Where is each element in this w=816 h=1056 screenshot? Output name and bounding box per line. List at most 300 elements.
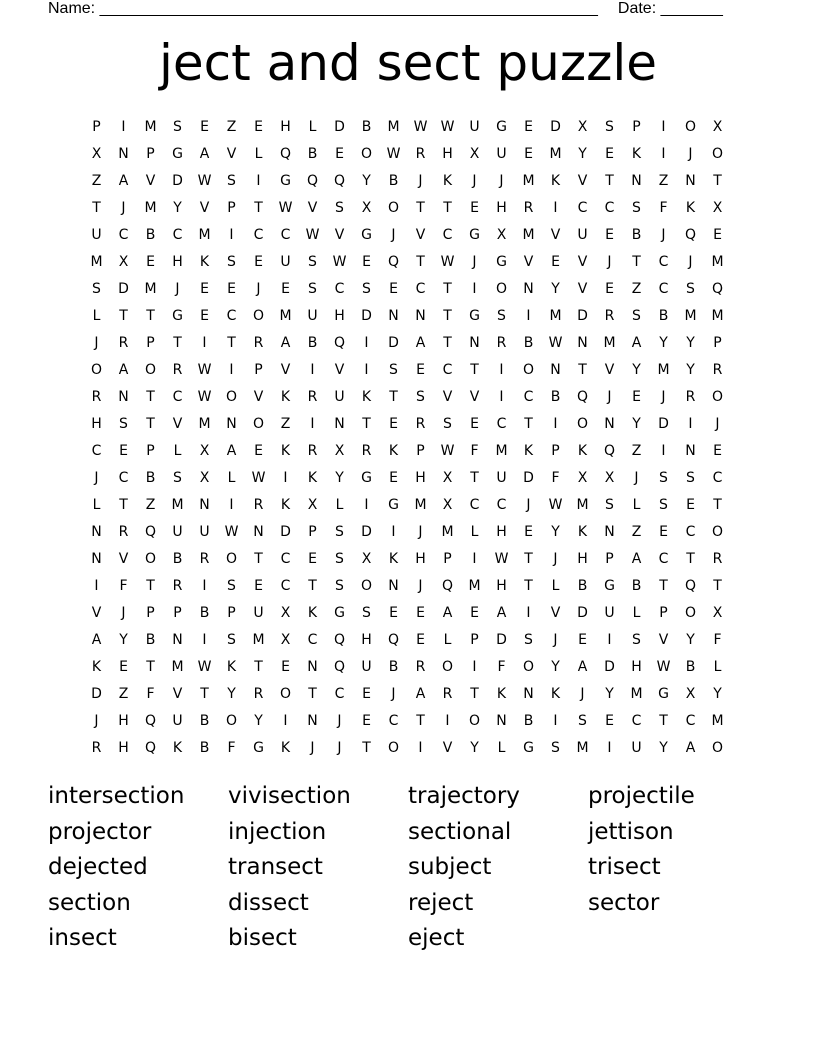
grid-letter: G xyxy=(523,740,534,756)
grid-letter: B xyxy=(199,713,210,729)
grid-letter: Q xyxy=(279,146,292,162)
grid-letter: F xyxy=(497,659,506,675)
grid-letter: S xyxy=(335,524,344,540)
grid-letter: T xyxy=(146,389,155,405)
grid-letter: C xyxy=(469,497,480,513)
grid-letter: F xyxy=(551,470,560,486)
grid-letter: B xyxy=(523,713,534,729)
grid-letter: F xyxy=(227,740,236,756)
grid-letter: A xyxy=(496,605,507,621)
grid-letter: T xyxy=(605,173,614,189)
grid-letter: T xyxy=(524,551,533,567)
grid-letter: O xyxy=(360,146,373,162)
grid-letter: D xyxy=(523,470,534,486)
grid-letter: M xyxy=(90,254,103,270)
grid-letter: D xyxy=(172,173,183,189)
grid-letter: H xyxy=(172,254,183,270)
grid-letter: B xyxy=(145,632,156,648)
grid-letter: S xyxy=(92,281,101,297)
grid-letter: L xyxy=(254,146,263,162)
grid-letter: I xyxy=(607,740,612,756)
grid-letter: N xyxy=(550,362,561,378)
grid-letter: V xyxy=(280,362,291,378)
grid-letter: S xyxy=(362,281,371,297)
grid-letter: J xyxy=(391,227,396,243)
grid-letter: V xyxy=(442,389,453,405)
grid-letter: X xyxy=(712,119,723,135)
grid-letter: M xyxy=(144,119,157,135)
name-field-label: Name: ________________________________________________________ xyxy=(48,0,598,17)
grid-letter: T xyxy=(254,659,263,675)
grid-letter: R xyxy=(523,200,534,216)
grid-letter: I xyxy=(553,416,558,432)
grid-letter: M xyxy=(414,497,427,513)
grid-letter: X xyxy=(307,497,318,513)
grid-letter: J xyxy=(121,605,126,621)
grid-letter: I xyxy=(364,362,369,378)
grid-letter: J xyxy=(418,524,423,540)
grid-letter: P xyxy=(92,119,101,135)
grid-letter: E xyxy=(254,254,263,270)
grid-letter: N xyxy=(226,416,237,432)
grid-row xyxy=(83,735,733,762)
grid-letter: I xyxy=(499,362,504,378)
grid-letter: X xyxy=(334,443,345,459)
grid-letter: M xyxy=(198,416,211,432)
grid-letter: E xyxy=(470,416,479,432)
grid-letter: I xyxy=(499,389,504,405)
grid-letter: J xyxy=(607,389,612,405)
grid-row xyxy=(83,195,733,222)
grid-letter: Q xyxy=(576,389,589,405)
grid-letter: V xyxy=(604,362,615,378)
word-list-item: insect xyxy=(48,925,117,951)
grid-letter: G xyxy=(469,308,480,324)
grid-letter: B xyxy=(361,119,372,135)
grid-letter: C xyxy=(226,308,237,324)
grid-letter: M xyxy=(576,740,589,756)
grid-letter: C xyxy=(307,632,318,648)
grid-letter: Q xyxy=(333,173,346,189)
grid-letter: S xyxy=(416,389,425,405)
grid-letter: R xyxy=(415,416,426,432)
grid-letter: S xyxy=(497,308,506,324)
grid-letter: N xyxy=(415,308,426,324)
grid-letter: C xyxy=(685,524,696,540)
grid-letter: V xyxy=(550,605,561,621)
grid-letter: H xyxy=(415,470,426,486)
grid-letter: B xyxy=(388,173,399,189)
grid-letter: S xyxy=(686,470,695,486)
grid-letter: M xyxy=(603,335,616,351)
grid-letter: P xyxy=(146,335,155,351)
grid-letter: E xyxy=(200,308,209,324)
grid-letter: R xyxy=(496,335,507,351)
grid-letter: O xyxy=(522,362,535,378)
grid-letter: I xyxy=(94,578,99,594)
grid-letter: T xyxy=(146,416,155,432)
grid-letter: B xyxy=(145,470,156,486)
grid-row xyxy=(83,276,733,303)
grid-letter: T xyxy=(416,713,425,729)
grid-row xyxy=(83,519,733,546)
grid-letter: M xyxy=(711,308,724,324)
grid-letter: T xyxy=(416,254,425,270)
grid-letter: V xyxy=(658,632,669,648)
grid-letter: M xyxy=(171,659,184,675)
grid-letter: U xyxy=(604,605,615,621)
grid-letter: K xyxy=(523,443,534,459)
grid-letter: L xyxy=(335,497,344,513)
grid-letter: F xyxy=(470,443,479,459)
grid-letter: J xyxy=(175,281,180,297)
grid-letter: J xyxy=(391,686,396,702)
grid-letter: K xyxy=(307,470,318,486)
grid-letter: V xyxy=(577,281,588,297)
grid-letter: O xyxy=(711,389,724,405)
grid-letter: B xyxy=(577,578,588,594)
grid-letter: T xyxy=(362,416,371,432)
grid-letter: E xyxy=(308,551,317,567)
grid-letter: Z xyxy=(658,173,669,189)
grid-letter: Z xyxy=(631,281,642,297)
grid-letter: E xyxy=(281,659,290,675)
grid-letter: I xyxy=(553,200,558,216)
grid-letter: T xyxy=(686,551,695,567)
grid-letter: V xyxy=(307,200,318,216)
word-list-item: projectile xyxy=(588,783,695,809)
grid-letter: B xyxy=(631,578,642,594)
grid-letter: Y xyxy=(551,281,560,297)
grid-letter: T xyxy=(308,578,317,594)
word-list-item: subject xyxy=(408,854,492,880)
grid-letter: H xyxy=(91,416,102,432)
grid-letter: T xyxy=(659,578,668,594)
grid-letter: R xyxy=(199,551,210,567)
grid-letter: V xyxy=(577,254,588,270)
grid-letter: Q xyxy=(684,578,697,594)
grid-letter: N xyxy=(496,713,507,729)
grid-letter: V xyxy=(118,551,129,567)
grid-letter: T xyxy=(443,308,452,324)
grid-letter: B xyxy=(145,227,156,243)
grid-letter: E xyxy=(200,281,209,297)
word-list-item: transect xyxy=(228,854,323,880)
grid-letter: O xyxy=(225,551,238,567)
grid-letter: P xyxy=(227,605,236,621)
grid-letter: U xyxy=(172,524,183,540)
grid-letter: T xyxy=(92,200,101,216)
grid-letter: G xyxy=(172,146,183,162)
grid-letter: S xyxy=(227,173,236,189)
grid-letter: I xyxy=(229,362,234,378)
grid-letter: J xyxy=(607,254,612,270)
grid-letter: J xyxy=(553,632,558,648)
grid-letter: S xyxy=(632,200,641,216)
grid-letter: K xyxy=(280,443,291,459)
grid-letter: E xyxy=(254,443,263,459)
grid-letter: N xyxy=(307,713,318,729)
grid-letter: X xyxy=(442,470,453,486)
grid-letter: A xyxy=(631,551,642,567)
grid-letter: O xyxy=(387,200,400,216)
grid-letter: E xyxy=(605,281,614,297)
grid-letter: I xyxy=(661,119,666,135)
grid-letter: X xyxy=(712,200,723,216)
grid-letter: E xyxy=(578,632,587,648)
grid-letter: I xyxy=(202,578,207,594)
grid-letter: J xyxy=(553,551,558,567)
grid-letter: I xyxy=(364,497,369,513)
grid-letter: O xyxy=(711,524,724,540)
grid-letter: L xyxy=(632,605,641,621)
grid-row xyxy=(83,708,733,735)
grid-letter: U xyxy=(280,254,291,270)
grid-letter: C xyxy=(118,227,129,243)
grid-letter: V xyxy=(172,686,183,702)
grid-letter: K xyxy=(91,659,102,675)
grid-letter: W xyxy=(440,254,455,270)
grid-letter: P xyxy=(443,551,452,567)
grid-letter: T xyxy=(416,200,425,216)
grid-letter: S xyxy=(551,740,560,756)
grid-letter: A xyxy=(442,605,453,621)
grid-letter: V xyxy=(91,605,102,621)
grid-letter: S xyxy=(578,713,587,729)
grid-letter: T xyxy=(470,362,479,378)
grid-letter: V xyxy=(469,389,480,405)
grid-letter: V xyxy=(226,146,237,162)
grid-letter: C xyxy=(118,470,129,486)
grid-letter: E xyxy=(713,443,722,459)
grid-letter: X xyxy=(712,605,723,621)
grid-letter: T xyxy=(308,686,317,702)
grid-letter: Y xyxy=(686,632,695,648)
grid-letter: O xyxy=(252,308,265,324)
grid-letter: M xyxy=(711,713,724,729)
grid-letter: X xyxy=(280,605,291,621)
grid-letter: Y xyxy=(659,740,668,756)
grid-letter: N xyxy=(604,416,615,432)
grid-letter: T xyxy=(443,335,452,351)
grid-row xyxy=(83,357,733,384)
grid-row xyxy=(83,303,733,330)
grid-letter: S xyxy=(335,578,344,594)
grid-letter: D xyxy=(577,308,588,324)
grid-letter: A xyxy=(226,443,237,459)
grid-letter: H xyxy=(442,146,453,162)
grid-letter: S xyxy=(335,200,344,216)
grid-letter: J xyxy=(418,173,423,189)
grid-letter: C xyxy=(280,578,291,594)
grid-letter: P xyxy=(416,443,425,459)
grid-letter: P xyxy=(146,605,155,621)
grid-letter: I xyxy=(310,416,315,432)
grid-letter: B xyxy=(658,308,669,324)
grid-letter: Q xyxy=(144,524,157,540)
grid-letter: D xyxy=(388,335,399,351)
grid-letter: W xyxy=(386,146,401,162)
word-list xyxy=(48,780,768,958)
grid-letter: R xyxy=(172,578,183,594)
grid-letter: U xyxy=(199,524,210,540)
grid-letter: W xyxy=(197,389,212,405)
grid-letter: O xyxy=(387,740,400,756)
grid-letter: C xyxy=(388,713,399,729)
grid-letter: C xyxy=(496,497,507,513)
grid-letter: I xyxy=(472,551,477,567)
grid-letter: E xyxy=(551,254,560,270)
grid-letter: C xyxy=(712,470,723,486)
grid-letter: D xyxy=(361,524,372,540)
word-list-item: injection xyxy=(228,818,327,845)
grid-letter: U xyxy=(496,470,507,486)
grid-letter: Q xyxy=(387,632,400,648)
grid-letter: N xyxy=(631,173,642,189)
grid-letter: M xyxy=(495,443,508,459)
grid-letter: D xyxy=(496,632,507,648)
grid-letter: U xyxy=(631,740,642,756)
grid-letter: K xyxy=(496,686,507,702)
grid-letter: C xyxy=(658,281,669,297)
grid-letter: K xyxy=(550,686,561,702)
grid-letter: O xyxy=(684,605,697,621)
grid-letter: T xyxy=(146,578,155,594)
grid-letter: K xyxy=(577,443,588,459)
grid-letter: C xyxy=(334,686,345,702)
grid-letter: N xyxy=(577,335,588,351)
grid-letter: S xyxy=(308,254,317,270)
grid-row xyxy=(83,411,733,438)
grid-letter: L xyxy=(713,659,722,675)
grid-letter: J xyxy=(688,146,693,162)
grid-letter: R xyxy=(442,686,453,702)
grid-letter: R xyxy=(415,146,426,162)
grid-letter: N xyxy=(523,281,534,297)
grid-row xyxy=(83,573,733,600)
grid-letter: B xyxy=(199,605,210,621)
grid-letter: I xyxy=(202,632,207,648)
grid-letter: L xyxy=(632,497,641,513)
grid-letter: J xyxy=(256,281,261,297)
word-list-item: eject xyxy=(408,925,465,951)
grid-letter: J xyxy=(715,416,720,432)
grid-letter: G xyxy=(388,497,399,513)
grid-letter: Y xyxy=(713,686,722,702)
grid-letter: T xyxy=(443,200,452,216)
grid-letter: W xyxy=(197,362,212,378)
grid-letter: D xyxy=(658,416,669,432)
grid-letter: S xyxy=(605,119,614,135)
grid-letter: E xyxy=(524,146,533,162)
grid-letter: T xyxy=(632,254,641,270)
grid-letter: F xyxy=(713,632,722,648)
grid-letter: P xyxy=(605,551,614,567)
grid-letter: U xyxy=(91,227,102,243)
grid-letter: A xyxy=(415,335,426,351)
grid-row xyxy=(83,249,733,276)
grid-letter: L xyxy=(308,119,317,135)
grid-letter: B xyxy=(199,740,210,756)
grid-letter: E xyxy=(362,254,371,270)
grid-letter: D xyxy=(91,686,102,702)
grid-letter: A xyxy=(118,362,129,378)
grid-letter: L xyxy=(497,740,506,756)
grid-letter: S xyxy=(686,281,695,297)
grid-letter: E xyxy=(686,497,695,513)
grid-letter: M xyxy=(657,362,670,378)
grid-letter: P xyxy=(254,362,263,378)
grid-letter: Y xyxy=(173,200,182,216)
grid-letter: U xyxy=(307,308,318,324)
grid-letter: N xyxy=(604,524,615,540)
grid-letter: A xyxy=(199,146,210,162)
grid-letter: Q xyxy=(333,335,346,351)
grid-letter: S xyxy=(362,605,371,621)
grid-letter: Q xyxy=(387,254,400,270)
grid-letter: L xyxy=(173,443,182,459)
grid-letter: N xyxy=(118,389,129,405)
grid-letter: X xyxy=(685,686,696,702)
grid-letter: J xyxy=(661,389,666,405)
grid-letter: J xyxy=(472,254,477,270)
grid-letter: F xyxy=(659,200,668,216)
grid-letter: Q xyxy=(144,740,157,756)
grid-letter: G xyxy=(496,254,507,270)
grid-letter: J xyxy=(94,470,99,486)
grid-letter: I xyxy=(526,308,531,324)
grid-letter: P xyxy=(632,119,641,135)
grid-letter: K xyxy=(307,605,318,621)
grid-letter: T xyxy=(146,308,155,324)
grid-letter: S xyxy=(335,551,344,567)
grid-letter: E xyxy=(254,119,263,135)
grid-letter: Y xyxy=(632,362,641,378)
grid-letter: E xyxy=(416,362,425,378)
word-list-item: jettison xyxy=(588,818,674,845)
grid-letter: G xyxy=(361,227,372,243)
grid-letter: M xyxy=(684,308,697,324)
grid-letter: V xyxy=(253,389,264,405)
grid-letter: S xyxy=(632,308,641,324)
grid-letter: Q xyxy=(306,173,319,189)
grid-letter: N xyxy=(91,551,102,567)
grid-letter: I xyxy=(526,605,531,621)
grid-letter: V xyxy=(334,362,345,378)
header xyxy=(48,0,748,22)
grid-letter: V xyxy=(172,416,183,432)
grid-letter: V xyxy=(523,254,534,270)
grid-letter: G xyxy=(361,470,372,486)
grid-letter: I xyxy=(121,119,126,135)
grid-row xyxy=(83,141,733,168)
grid-letter: H xyxy=(280,119,291,135)
grid-letter: I xyxy=(283,713,288,729)
grid-letter: G xyxy=(334,605,345,621)
grid-letter: L xyxy=(470,524,479,540)
word-list-item: vivisection xyxy=(228,783,351,809)
grid-letter: E xyxy=(119,443,128,459)
grid-letter: W xyxy=(251,470,266,486)
grid-letter: M xyxy=(711,254,724,270)
grid-letter: D xyxy=(550,119,561,135)
grid-letter: P xyxy=(470,632,479,648)
grid-row xyxy=(83,681,733,708)
grid-letter: A xyxy=(118,173,129,189)
grid-letter: U xyxy=(172,713,183,729)
grid-letter: E xyxy=(389,605,398,621)
grid-letter: B xyxy=(685,659,696,675)
